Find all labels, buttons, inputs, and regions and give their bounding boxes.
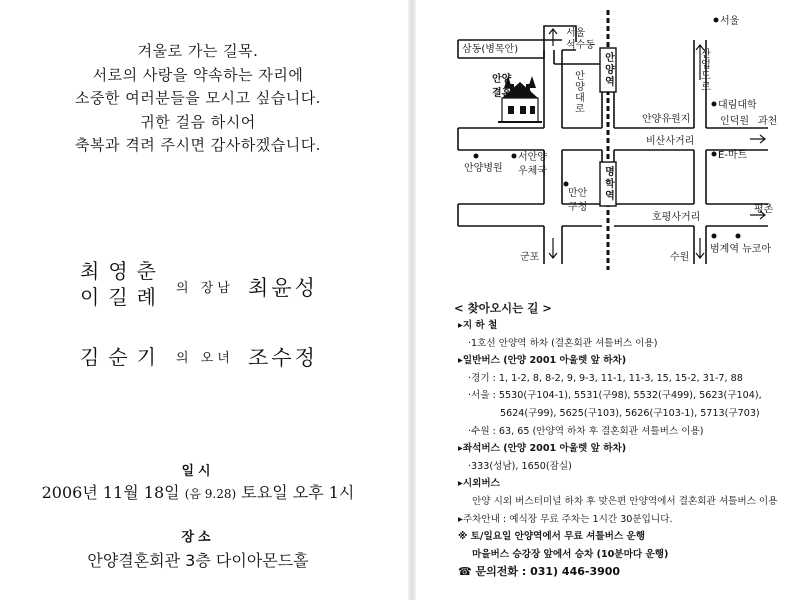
poem-line: 서로의 사랑을 약속하는 자리에 [92,65,304,84]
venue-name-line1: 안양 [492,74,512,85]
poem-line: 소중한 여러분들을 모시고 싶습니다. [75,89,321,107]
intercity-bus-line: 안양 시외 버스터미널 하차 후 맞은편 안양역에서 결혼회관 셔틀버스 이용 [472,495,778,507]
map-label-suwon: 수원 [670,252,690,263]
seat-bus-line: ·333(성남), 1650(잠실) [468,460,572,472]
wedding-place: 안양결혼회관 3층 다이아몬드홀 [87,551,309,570]
groom-parents [80,258,165,310]
map-label-daerim: 대림대학 [718,100,757,111]
groom-name: 최윤성 [248,276,318,300]
map-label-anyang-daero: 안양대로 [572,70,584,114]
map-label-sanup-road: 산업도로 [698,48,710,92]
map-label-myeonghak-station: 명학역 [602,166,614,202]
map-label-gwacheon: 과천 [758,116,778,127]
subway-line: ·1호선 안양역 하차 (결혼회관 셔틀버스 이용) [468,337,658,349]
location-map [416,0,800,282]
contact-phone: ☎ 문의전화 : 031) 446-3900 [458,565,621,579]
bride-parent-name: 김순기 [80,345,165,369]
bride-relation: 의 오녀 [176,351,234,366]
bus-gyeonggi: ·경기 : 1, 1-2, 8, 8-2, 9, 9-3, 11-1, 11-3, 15, 15-2, 31-7, 88 [468,372,743,384]
venue-name-line2: 결혼회관 [492,88,531,99]
groom-relation: 의 장남 [176,281,234,296]
weekend-shuttle-detail: 마을버스 승강장 앞에서 승차 (10분마다 운행) [472,548,669,560]
map-label-bisan-crossing: 비산사거리 [646,136,695,147]
map-label-manan: 만안 [568,188,588,199]
groom-mother-name: 이길례 [80,285,165,309]
bride-name: 조수정 [248,346,318,370]
railway-line [600,10,616,270]
date-lunar: (음 9.28) [184,487,237,501]
map-label-newcore: 뉴코아 [742,244,771,255]
map-label-pyeongchon: 평촌 [754,204,774,215]
poem-line: 겨울로 가는 길목. [137,42,259,60]
map-label-anyang-hospital: 안양병원 [464,163,503,174]
map-label-seoul-top: 서울 [566,28,586,39]
center-fold [408,0,416,600]
map-label-gunpo: 군포 [520,252,540,263]
date-label: 일시 [181,464,215,479]
subway-heading: ▸지 하 철 [458,320,498,331]
directions-list [458,317,798,581]
directions-title: < 찾아오시는 길 > [454,301,552,315]
map-label-sangdong: 삼동(병목안) [462,44,519,55]
weekend-shuttle: ※ 토/일요일 안양역에서 무료 셔틀버스 운행 [458,531,646,543]
poem-line: 축복과 격려 주시면 감사하겠습니다. [75,136,321,154]
bus-seoul-2: 5624(구99), 5625(구103), 5626(구103-1), 5713(구703) [500,407,760,419]
map-label-gucheong: 구청 [568,202,588,213]
place-label: 장소 [181,530,215,545]
bus-suwon: ·수원 : 63, 65 (안양역 하차 후 결혼회관 셔틀버스 이용) [468,425,704,437]
invitation-poem [0,40,396,158]
map-label-post-office: 우체국 [518,166,547,177]
poem-line: 귀한 걸음 하시어 [140,112,256,131]
seat-bus-heading: ▸좌석버스 (안양 2001 아울렛 앞 하차) [458,443,627,455]
wedding-date [0,480,396,503]
bus-heading: ▸일반버스 (안양 2001 아울렛 앞 하차) [458,355,627,367]
map-label-beomgye: 범계역 [710,244,739,255]
intercity-bus-heading: ▸시외버스 [458,478,500,490]
date-time: 토요일 오후 1시 [241,483,355,502]
map-label-seoanyang: 서안양 [518,152,547,163]
groom-father-name: 최영춘 [80,259,165,283]
map-label-hopyeong-crossing: 호평사거리 [652,212,701,223]
map-label-anyang-resort: 안양유원지 [642,114,691,125]
map-label-seoksudong: 석수동 [566,40,595,51]
map-label-emart: E-마트 [718,150,748,161]
map-label-anyang-station: 안양역 [602,52,614,88]
date-main: 2006년 11월 18일 [41,483,180,502]
map-label-seoul-right: 서울 [720,16,740,27]
map-label-indeokwon: 인덕원 [720,116,749,127]
parking-info: ▸주차안내 : 예식장 무료 주차는 1시간 30분입니다. [458,513,673,525]
bus-seoul-1: ·서울 : 5530(구104-1), 5531(구98), 5532(구499), 5623(구104), [468,390,762,402]
right-panel [416,0,800,600]
